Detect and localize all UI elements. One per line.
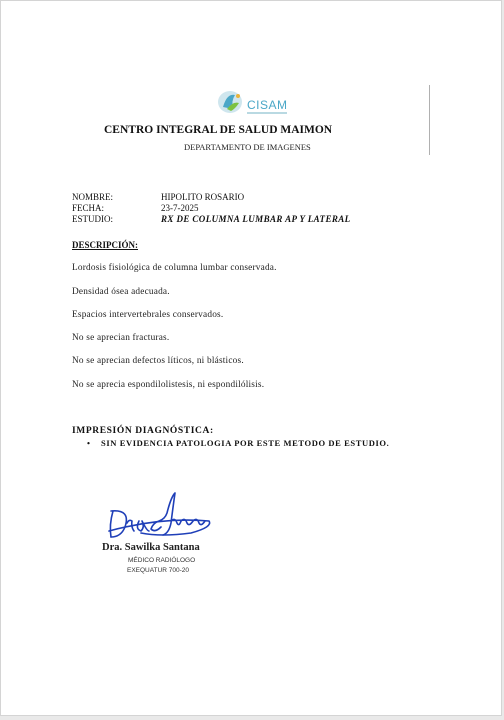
- description-line: No se aprecia espondilolistesis, ni espondilólisis.: [72, 380, 265, 390]
- header-divider: [429, 85, 430, 155]
- signer-role: MÉDICO RADIÓLOGO: [128, 557, 196, 564]
- signer-exequatur: EXEQUATUR 700-20: [127, 567, 190, 574]
- description-line: Densidad ósea adecuada.: [72, 287, 170, 297]
- organization-title: CENTRO INTEGRAL DE SALUD MAIMON: [104, 124, 333, 136]
- date-label: FECHA:: [72, 203, 105, 213]
- signer-name: Dra. Sawilka Santana: [102, 542, 200, 553]
- description-line: Espacios intervertebrales conservados.: [72, 310, 224, 320]
- study-value: RX DE COLUMNA LUMBAR AP Y LATERAL: [161, 214, 351, 224]
- study-label: ESTUDIO:: [72, 214, 113, 224]
- date-value: 23-7-2025: [161, 203, 199, 213]
- patient-name-value: HIPOLITO ROSARIO: [161, 192, 245, 202]
- description-line: No se aprecian defectos líticos, ni blásticos.: [72, 356, 244, 366]
- logo-tagline: [247, 112, 287, 114]
- impression-title: IMPRESIÓN DIAGNÓSTICA:: [72, 426, 214, 436]
- bullet-icon: •: [87, 438, 91, 448]
- description-line: No se aprecian fracturas.: [72, 333, 170, 343]
- impression-item: [87, 438, 389, 448]
- signature-icon: [101, 487, 221, 547]
- patient-name-label: NOMBRE:: [72, 192, 114, 202]
- impression-item-text: SIN EVIDENCIA PATOLOGIA POR ESTE METODO DE ESTUDIO.: [101, 438, 390, 448]
- description-title: DESCRIPCIÓN:: [72, 240, 139, 250]
- department-name: DEPARTAMENTO DE IMAGENES: [184, 142, 311, 152]
- logo-text: CISAM: [247, 98, 288, 112]
- description-line: Lordosis fisiológica de columna lumbar conservada.: [72, 263, 277, 273]
